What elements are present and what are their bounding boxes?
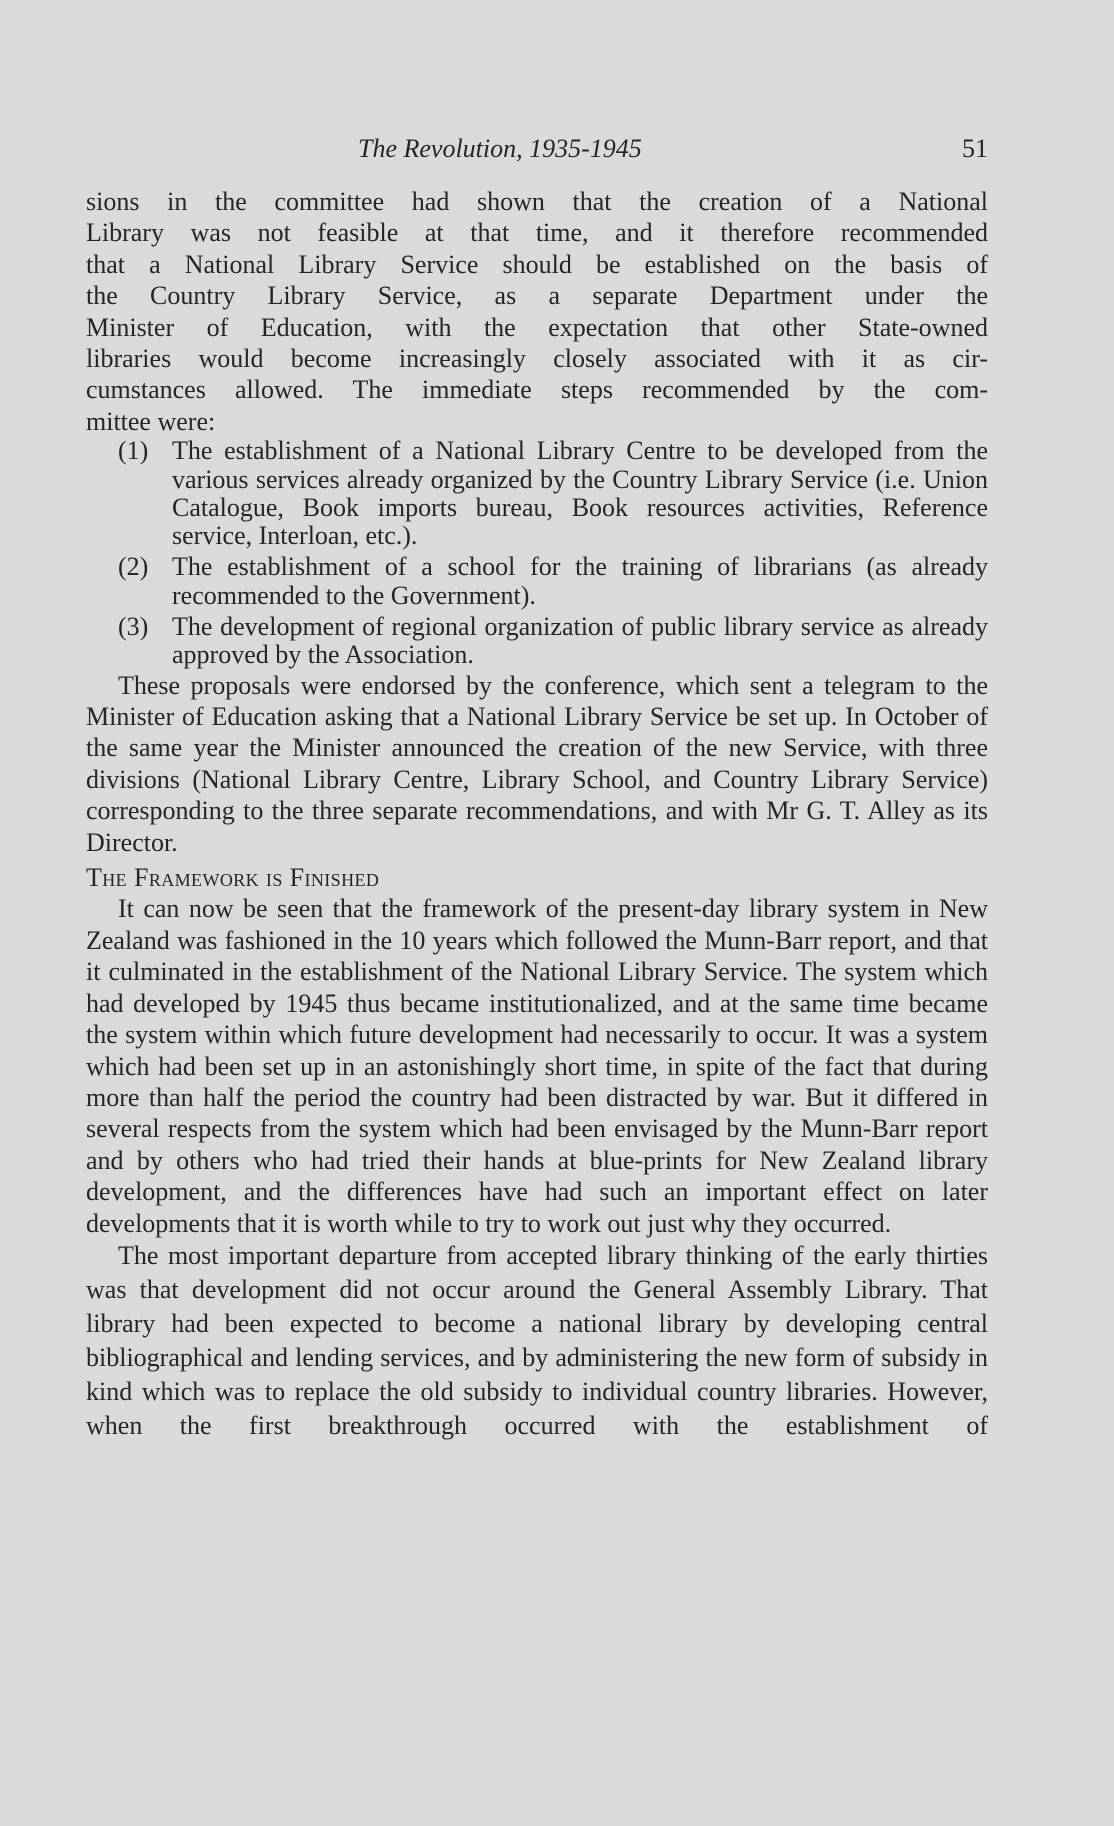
text-line: that a National Library Service should be established on the basis of [86,249,988,279]
running-title: The Revolution, 1935-1945 [358,134,642,163]
list-item [86,437,988,550]
paragraph-departure: The most important departure from accepted library thinking of the early thirties was that development did not occur around the General Assembly Library. That library had been expected to become a national library by developing central bibliographical and lending services, and by administering the new form of subsidy in kind which was to replace the old subsidy to individual country libraries. However, when the first breakthrough occurred with the establishment of [86,1240,988,1440]
list-item-number: (3) [118,612,149,642]
list-item-number: (1) [118,436,149,466]
text-line: mittee were: [86,406,216,436]
list-item [86,613,988,670]
list-item-text: The establishment of a National Library Centre to be developed from the various services already organized by the Country Library Service (i.e. Union Catalogue, Book imports bureau, Book resources activities, Reference service, Interloan, etc.). [172,436,988,551]
paragraph-departure-block [86,1239,988,1443]
paragraph-conference-block [86,670,988,858]
list-item-text: The development of regional organization of public library service as already approved by the Association. [172,612,988,670]
text-line: libraries would become increasingly closely associated with it as cir- [86,344,988,374]
text-line: sions in the committee had shown that the creation of a National [86,187,988,216]
paragraph-framework: It can now be seen that the framework of the present-day library system in New Zealand was fashioned in the 10 years which followed the Munn-Barr report, and that it culminated in the establishment of the National Library Service. The system which had developed by 1945 thus became institutionalized, and at the same time became the system within which future development had necessarily to occur. It was a system which had been set up in an astonishingly short time, in spite of the fact that during more than half the period the country had been distracted by war. But it differed in several respects from the system which had been envisaged by the Munn-Barr report and by others who had tried their hands at blue-prints for New Zealand library development, and the differences have had such an important effect on later developments that it is worth while to try to work out just why they occurred. [86,894,988,1238]
page-number: 51 [962,134,988,163]
recommendations-list [86,437,988,669]
paragraph-framework-block [86,893,988,1238]
body-text [86,186,988,1443]
paragraph-continued [86,186,988,437]
text-line: Library was not feasible at that time, and it therefore recommended [86,218,988,248]
text-line: Minister of Education, with the expectation that other State-owned [86,312,988,342]
list-item-text: The establishment of a school for the training of librarians (as already recommended to the Government). [172,552,988,610]
section-heading: The Framework is Finished [86,863,380,893]
list-item [86,553,988,610]
running-head [86,134,988,170]
list-item-number: (2) [118,552,149,582]
text-line: cumstances allowed. The immediate steps recommended by the com- [86,375,988,405]
text-line: the Country Library Service, as a separate Department under the [86,281,988,311]
book-page [86,0,988,1826]
paragraph-conference: These proposals were endorsed by the conference, which sent a telegram to the Minister of Education asking that a National Library Service be set up. In October of the same year the Minister announced the creation of the new Service, with three divisions (National Library Centre, Library School, and Country Library Service) corresponding to the three separate recommendations, and with Mr G. T. Alley as its Director. [86,670,988,857]
